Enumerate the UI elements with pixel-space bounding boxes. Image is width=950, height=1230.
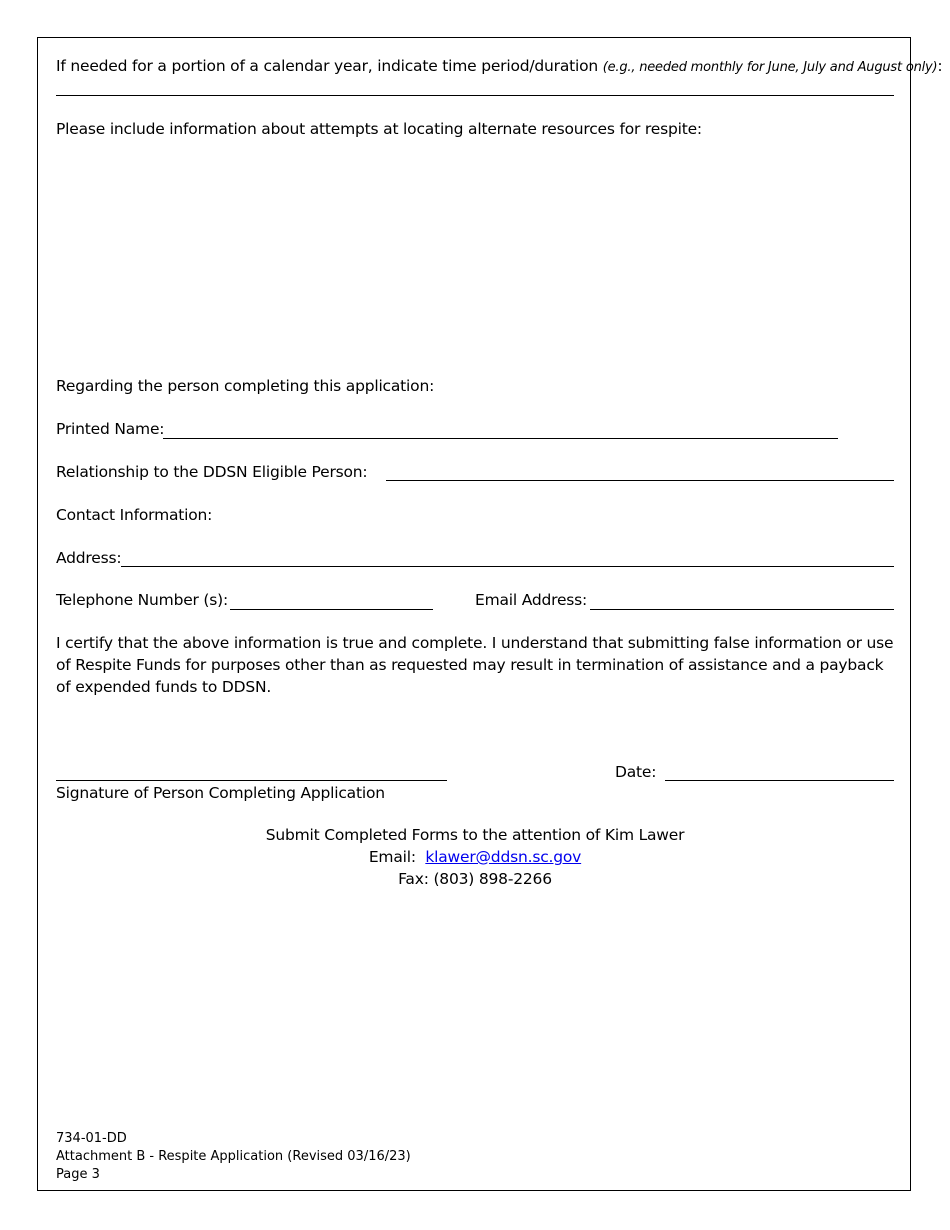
footer-page-number: Page 3 bbox=[56, 1167, 100, 1182]
printed-name-field[interactable] bbox=[163, 438, 838, 439]
address-field[interactable] bbox=[121, 566, 894, 567]
date-label: Date: bbox=[615, 763, 657, 781]
time-period-prompt bbox=[56, 57, 942, 77]
address-label: Address: bbox=[56, 549, 122, 567]
date-field[interactable] bbox=[665, 780, 894, 781]
person-completing-heading: Regarding the person completing this application: bbox=[56, 377, 435, 395]
time-period-label: If needed for a portion of a calendar year, indicate time period/duration bbox=[56, 57, 599, 75]
telephone-field[interactable] bbox=[230, 609, 433, 610]
footer-title: Attachment B - Respite Application (Revised 03/16/23) bbox=[56, 1149, 411, 1164]
submit-email-line bbox=[0, 846, 950, 868]
signature-caption: Signature of Person Completing Application bbox=[56, 784, 385, 802]
email-address-field[interactable] bbox=[590, 609, 894, 610]
contact-information-heading: Contact Information: bbox=[56, 506, 213, 524]
footer-form-number: 734-01-DD bbox=[56, 1131, 127, 1146]
time-period-colon: : bbox=[937, 57, 943, 75]
printed-name-label: Printed Name: bbox=[56, 420, 165, 438]
certification-statement: I certify that the above information is true and complete. I understand that submitting false information or use of Respite Funds for purposes other than as requested may result in termination of assistance and a payback of expended funds to DDSN. bbox=[56, 634, 894, 696]
submit-email-label: Email: bbox=[368, 848, 416, 866]
submit-instructions bbox=[0, 824, 950, 890]
relationship-label: Relationship to the DDSN Eligible Person: bbox=[56, 463, 368, 481]
submit-attention-line: Submit Completed Forms to the attention of Kim Lawer bbox=[265, 826, 685, 844]
time-period-example: (e.g., needed monthly for June, July and August only) bbox=[602, 60, 938, 75]
telephone-label: Telephone Number (s): bbox=[56, 591, 229, 609]
signature-field[interactable] bbox=[56, 780, 447, 781]
footer bbox=[56, 1130, 411, 1184]
alternate-resources-prompt: Please include information about attempts at locating alternate resources for respite: bbox=[56, 120, 702, 138]
relationship-field[interactable] bbox=[386, 480, 894, 481]
email-address-label: Email Address: bbox=[475, 591, 588, 609]
submit-email-link[interactable]: klawer@ddsn.sc.gov bbox=[425, 848, 582, 866]
submit-fax-line: Fax: (803) 898-2266 bbox=[398, 870, 552, 888]
alternate-resources-answer-area[interactable] bbox=[56, 145, 894, 360]
time-period-input-line[interactable] bbox=[56, 95, 894, 96]
